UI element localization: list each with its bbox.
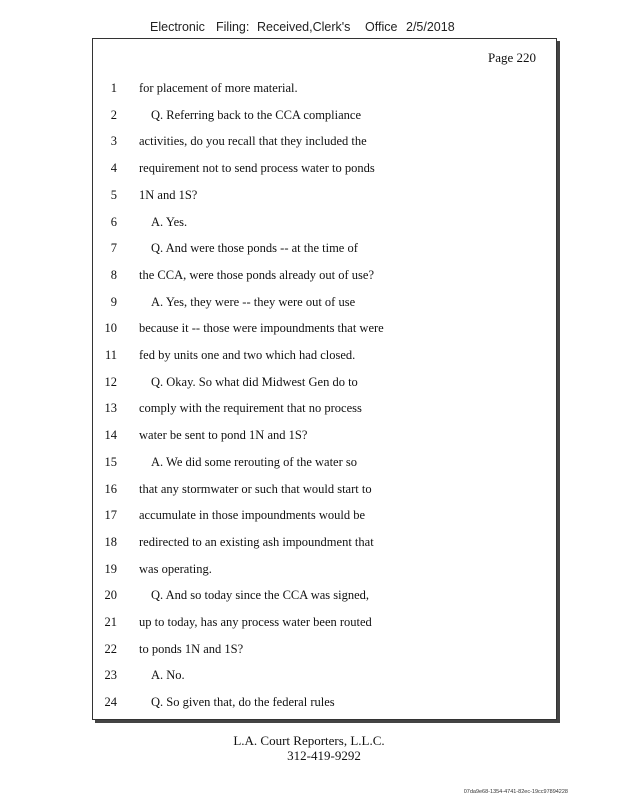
transcript-page (92, 38, 557, 720)
line-text: A. No. (151, 668, 185, 683)
line-text: Q. So given that, do the federal rules (151, 695, 335, 710)
transcript-line (93, 455, 556, 473)
line-number: 10 (104, 321, 117, 336)
line-text: A. Yes, they were -- they were out of use (151, 294, 356, 309)
line-number: 12 (104, 374, 117, 389)
transcript-line (93, 161, 556, 179)
line-number: 7 (110, 241, 117, 256)
filing-word-electronic: Electronic (150, 20, 205, 34)
line-text: was operating. (139, 561, 212, 576)
transcript-line (93, 695, 556, 713)
line-number: 18 (104, 534, 117, 549)
transcript-line (93, 134, 556, 152)
footer (0, 733, 618, 763)
page-number: Page 220 (487, 50, 536, 65)
transcript-line (93, 108, 556, 126)
line-text: the CCA, were those ponds already out of use? (139, 267, 375, 282)
filing-word-office: Office (365, 20, 398, 34)
line-text: Q. Okay. So what did Midwest Gen do to (151, 374, 358, 389)
document-id: 07da9e68-1354-4741-82ec-19cc97894228 (463, 789, 568, 795)
line-number: 11 (104, 348, 117, 362)
line-number: 6 (110, 214, 117, 229)
transcript-line (93, 188, 556, 206)
line-number: 23 (104, 668, 117, 683)
transcript-line (93, 295, 556, 313)
line-number: 17 (104, 508, 117, 523)
line-number: 3 (110, 134, 117, 149)
line-number: 9 (110, 294, 117, 309)
transcript-line (93, 428, 556, 446)
transcript-line (93, 482, 556, 500)
line-text: for placement of more material. (139, 81, 298, 95)
line-text: A. Yes. (151, 214, 188, 229)
line-text: water be sent to pond 1N and 1S? (139, 428, 308, 443)
filing-date: 2/5/2018 (406, 20, 455, 34)
line-number: 22 (104, 641, 117, 656)
transcript-line (93, 241, 556, 259)
line-number: 19 (104, 561, 117, 576)
line-text: redirected to an existing ash impoundment that (139, 534, 374, 549)
court-reporter-name: L.A. Court Reporters, L.L.C. (233, 733, 385, 748)
line-text: to ponds 1N and 1S? (139, 641, 244, 656)
transcript-line (93, 215, 556, 233)
line-text: because it -- those were impoundments that were (139, 321, 384, 336)
filing-word-filing: Filing: (216, 20, 250, 34)
line-number: 16 (104, 481, 117, 496)
transcript-line (93, 642, 556, 660)
line-number: 21 (104, 615, 117, 629)
line-number: 2 (110, 107, 117, 122)
line-number: 4 (110, 161, 117, 176)
line-text: comply with the requirement that no process (139, 401, 362, 416)
transcript-line (93, 562, 556, 580)
transcript-line (93, 668, 556, 686)
line-text: Q. And so today since the CCA was signed, (151, 588, 370, 603)
transcript-line (93, 588, 556, 606)
line-number: 5 (110, 187, 117, 202)
line-text: activities, do you recall that they included the (139, 134, 367, 149)
line-number: 14 (104, 428, 117, 443)
line-text: Q. Referring back to the CCA compliance (151, 107, 362, 122)
line-text: that any stormwater or such that would start to (139, 481, 372, 496)
line-number: 8 (110, 267, 117, 282)
line-number: 1 (110, 81, 117, 95)
line-text: A. We did some rerouting of the water so (151, 454, 358, 469)
transcript-line (93, 321, 556, 339)
transcript-line (93, 375, 556, 393)
transcript-line (93, 401, 556, 419)
court-reporter-phone: 312-419-9292 (287, 748, 361, 763)
line-text: requirement not to send process water to ponds (139, 161, 375, 176)
filing-word-received: Received,Clerk's (257, 20, 351, 34)
line-text: up to today, has any process water been routed (139, 615, 372, 629)
line-number: 24 (104, 695, 117, 710)
transcript-line (93, 268, 556, 286)
line-text: accumulate in those impoundments would be (139, 508, 365, 523)
transcript-line (93, 81, 556, 99)
line-number: 13 (104, 401, 117, 416)
line-text: Q. And were those ponds -- at the time of (151, 241, 358, 256)
transcript-line (93, 348, 556, 366)
transcript-line (93, 615, 556, 633)
line-number: 15 (104, 454, 117, 469)
line-text: 1N and 1S? (139, 187, 198, 202)
line-text: fed by units one and two which had closed. (139, 348, 356, 362)
line-number: 20 (104, 588, 117, 603)
transcript-line (93, 535, 556, 553)
transcript-line (93, 508, 556, 526)
